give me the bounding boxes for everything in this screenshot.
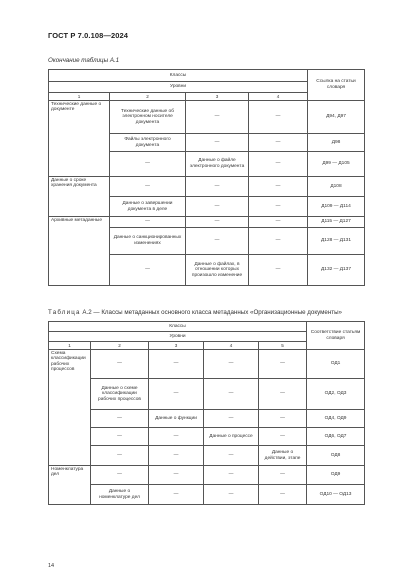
table-cell: Д132 — Д137 bbox=[308, 255, 365, 286]
table-cell: — bbox=[204, 410, 259, 428]
table-cell: Данные о сроке хранения документа bbox=[49, 177, 110, 217]
colnum: 1 bbox=[49, 342, 91, 350]
table-cell: — bbox=[259, 485, 307, 505]
table1-head-refs: Ссылка на статьи словаря bbox=[308, 70, 365, 101]
table-cell: — bbox=[259, 428, 307, 446]
table-cell: — bbox=[91, 428, 149, 446]
table-cell: — bbox=[91, 466, 149, 485]
table-cell: — bbox=[186, 197, 249, 217]
table-cell: — bbox=[204, 379, 259, 410]
table-cell: — bbox=[249, 177, 308, 197]
table-cell: — bbox=[186, 217, 249, 228]
table-cell: — bbox=[249, 228, 308, 255]
table-cell: — bbox=[91, 350, 149, 379]
table-cell: Схема классификации рабочих процессов bbox=[49, 350, 91, 466]
table-cell: ОД6, ОД7 bbox=[307, 428, 365, 446]
table-cell: — bbox=[249, 101, 308, 134]
table-row bbox=[49, 428, 365, 446]
table-cell: — bbox=[186, 228, 249, 255]
table-cell: ОД9 bbox=[307, 466, 365, 485]
table-cell: — bbox=[149, 446, 204, 466]
colnum: 1 bbox=[49, 93, 110, 101]
table-cell: Номенклатура дел bbox=[49, 466, 91, 505]
table2-caption bbox=[48, 309, 342, 316]
table-cell: — bbox=[204, 466, 259, 485]
table1 bbox=[48, 69, 365, 286]
table-cell: — bbox=[249, 197, 308, 217]
table-cell: Д94, Д97 bbox=[308, 101, 365, 134]
table-cell: — bbox=[259, 410, 307, 428]
table2-head-levels: Уровни bbox=[49, 332, 307, 342]
table-cell: Данные о номенклатуре дел bbox=[91, 485, 149, 505]
table-cell: — bbox=[110, 177, 186, 197]
table-cell: Д108 bbox=[308, 177, 365, 197]
colnum: 3 bbox=[149, 342, 204, 350]
table-cell: — bbox=[259, 466, 307, 485]
table-cell: — bbox=[204, 350, 259, 379]
table2-head-row bbox=[49, 322, 365, 332]
table-cell: ОД4, ОД9 bbox=[307, 410, 365, 428]
table-cell: — bbox=[204, 485, 259, 505]
table1-head-classes: Классы bbox=[49, 70, 308, 82]
table-cell: ОД1 bbox=[307, 350, 365, 379]
colnum: 3 bbox=[186, 93, 249, 101]
table-row bbox=[49, 410, 365, 428]
table-cell: Данные о санкционированных изменениях bbox=[110, 228, 186, 255]
table-cell: — bbox=[249, 217, 308, 228]
table1-caption: Окончание таблицы А.1 bbox=[48, 57, 120, 64]
table-cell: — bbox=[259, 379, 307, 410]
table-cell: — bbox=[110, 152, 186, 177]
colnum: 2 bbox=[91, 342, 149, 350]
standard-header: ГОСТ Р 7.0.108—2024 bbox=[48, 31, 129, 40]
table-cell: — bbox=[91, 446, 149, 466]
table-cell: — bbox=[186, 134, 249, 152]
table-cell: Технические данные о документе bbox=[49, 101, 110, 177]
table-row bbox=[49, 217, 365, 228]
table-cell: Файлы электронного документа bbox=[110, 134, 186, 152]
page-number: 14 bbox=[48, 563, 55, 569]
colnum: 2 bbox=[110, 93, 186, 101]
table-row bbox=[49, 379, 365, 410]
table-cell: Данные о функции bbox=[149, 410, 204, 428]
table-cell: Д99 — Д105 bbox=[308, 152, 365, 177]
table-cell: — bbox=[204, 446, 259, 466]
table-cell: Данные о завершении документа в деле bbox=[110, 197, 186, 217]
table-cell: — bbox=[149, 428, 204, 446]
table1-head-row bbox=[49, 70, 365, 82]
table2-caption-label: Таблица bbox=[48, 309, 81, 316]
table2 bbox=[48, 321, 365, 505]
table-cell: Данные о схеме классификации рабочих процессов bbox=[91, 379, 149, 410]
table-cell: Д109 — Д114 bbox=[308, 197, 365, 217]
table-cell: — bbox=[91, 410, 149, 428]
table-cell: Данные о действии, этапе bbox=[259, 446, 307, 466]
table-cell: — bbox=[149, 466, 204, 485]
table-cell: Д128 — Д131 bbox=[308, 228, 365, 255]
table-cell: ОД8 bbox=[307, 446, 365, 466]
table-cell: Данные о процессе bbox=[204, 428, 259, 446]
table-cell: Технические данные об электронном носителе документа bbox=[110, 101, 186, 134]
table2-head-refs: Соответствие статьям словаря bbox=[307, 322, 365, 350]
table-cell: Данные о файле электронного документа bbox=[186, 152, 249, 177]
table-row bbox=[49, 101, 365, 134]
table-cell: — bbox=[149, 485, 204, 505]
table-cell: — bbox=[149, 350, 204, 379]
table-cell: Архивные метаданные bbox=[49, 217, 110, 286]
table-cell: Данные о файлах, в отношении которых произошло изменение bbox=[186, 255, 249, 286]
table-cell: Д115 — Д127 bbox=[308, 217, 365, 228]
table-cell: — bbox=[110, 217, 186, 228]
table-cell: — bbox=[259, 350, 307, 379]
table-cell: — bbox=[110, 255, 186, 286]
table-row bbox=[49, 466, 365, 485]
table-cell: — bbox=[186, 177, 249, 197]
table-cell: — bbox=[249, 134, 308, 152]
table-cell: ОД2, ОД3 bbox=[307, 379, 365, 410]
colnum: 4 bbox=[249, 93, 308, 101]
table-row bbox=[49, 177, 365, 197]
table1-head-levels: Уровни bbox=[49, 82, 308, 93]
table-row bbox=[49, 350, 365, 379]
table-cell: Д98 bbox=[308, 134, 365, 152]
table-cell: — bbox=[249, 152, 308, 177]
table-cell: — bbox=[149, 379, 204, 410]
colnum: 4 bbox=[204, 342, 259, 350]
table2-head-classes: Классы bbox=[49, 322, 307, 332]
table-row bbox=[49, 446, 365, 466]
table-cell: — bbox=[249, 255, 308, 286]
colnum: 5 bbox=[259, 342, 307, 350]
table-row bbox=[49, 485, 365, 505]
table-cell: ОД10 — ОД13 bbox=[307, 485, 365, 505]
table-cell: — bbox=[186, 101, 249, 134]
table2-caption-text: А.2 — Классы метаданных основного класса метаданных «Организационные документы» bbox=[82, 309, 342, 316]
